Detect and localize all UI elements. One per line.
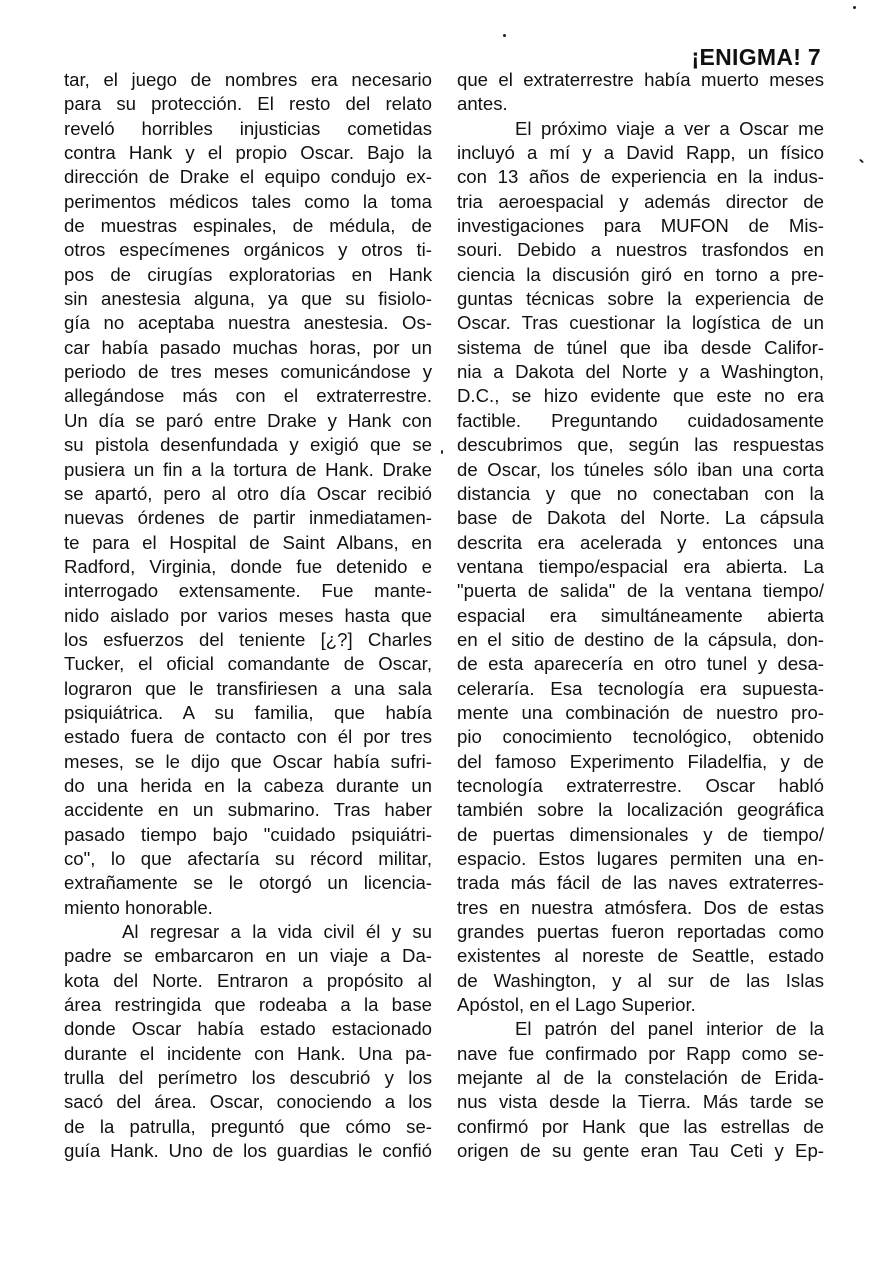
text-line: Radford, Virginia, donde fue detenido e	[64, 555, 432, 577]
text-line: se apartó, pero al otro día Oscar recibió	[64, 482, 432, 504]
text-line: incluyó a mí y a David Rapp, un físico	[457, 142, 824, 164]
text-line: kota del Norte. Entraron a propósito al	[64, 969, 432, 991]
text-line: padre se embarcaron en un viaje a Da-	[64, 945, 432, 967]
text-line: también sobre la localización geográfica	[457, 799, 824, 821]
text-line: tria aeroespacial y además director de	[457, 190, 824, 212]
text-line: dirección de Drake el equipo condujo ex-	[64, 166, 432, 188]
text-line: "puerta de salida" de la ventana tiempo/	[457, 580, 824, 602]
text-line: lograron que le transfiriesen a una sala	[64, 677, 432, 699]
text-line: antes.	[457, 93, 508, 115]
text-line: guntas técnicas sobre la experiencia de	[457, 288, 824, 310]
text-line: guía Hank. Uno de los guardias le confió	[64, 1140, 432, 1162]
text-line: periodo de tres meses comunicándose y	[64, 361, 432, 383]
text-line: en el sitio de destino de la cápsula, don-	[457, 628, 824, 650]
text-line: tres en nuestra atmósfera. Dos de estas	[457, 896, 824, 918]
text-line: de Washington, y al sur de las Islas	[457, 969, 824, 991]
text-line: de la patrulla, preguntó que cómo se-	[64, 1115, 432, 1137]
text-line: para su protección. El resto del relato	[64, 93, 432, 115]
text-line: durante el incidente con Hank. Una pa-	[64, 1042, 432, 1064]
text-line: grandes puertas fueron reportadas como	[457, 921, 824, 943]
text-line: meses, se le dijo que Oscar había sufri-	[64, 750, 432, 772]
text-line: ventana tiempo/espacial era abierta. La	[457, 555, 824, 577]
text-line: de puertas dimensionales y de tiempo/	[457, 823, 824, 845]
text-line: mejante al de la constelación de Erida-	[457, 1067, 824, 1089]
text-line: nuevas órdenes de partir inmediatamen-	[64, 507, 432, 529]
text-line: nia a Dakota del Norte y a Washington,	[457, 361, 824, 383]
text-line: área restringida que rodeaba a la base	[64, 994, 432, 1016]
text-line: extrañamente se le otorgó un licencia-	[64, 872, 432, 894]
text-line: nus vista desde la Tierra. Más tarde se	[457, 1091, 824, 1113]
text-line: de muestras espinales, de médula, de	[64, 215, 432, 237]
text-line: contra Hank y el propio Oscar. Bajo la	[64, 142, 432, 164]
text-line: accidente en un submarino. Tras haber	[64, 799, 432, 821]
text-line: souri. Debido a nuestros trasfondos en	[457, 239, 824, 261]
text-line: sistema de túnel que iba desde Califor-	[457, 336, 824, 358]
text-line: nido aislado por varios meses hasta que	[64, 604, 432, 626]
text-line: otros especímenes orgánicos y otros ti-	[64, 239, 432, 261]
text-line: mente una combinación de nuestro pro-	[457, 701, 824, 723]
text-line: trulla del perímetro los descubrió y los	[64, 1067, 432, 1089]
text-line: que el extraterrestre había muerto meses	[457, 69, 824, 90]
right-column	[457, 68, 824, 1163]
text-line: los esfuerzos del teniente [¿?] Charles	[64, 628, 432, 650]
left-column	[64, 68, 432, 1163]
text-line: allegándose más con el extraterrestre.	[64, 385, 432, 407]
text-line: origen de su gente eran Tau Ceti y Ep-	[457, 1140, 824, 1162]
scan-speck	[853, 6, 856, 9]
text-line: perimentos médicos tales como la toma	[64, 190, 432, 212]
text-line: trada más fácil de las naves extraterres-	[457, 872, 824, 894]
text-line: de Oscar, los túneles sólo iban una corta	[457, 458, 824, 480]
text-line: interrogado extensamente. Fue mante-	[64, 580, 432, 602]
text-line: su pistola desenfundada y exigió que se	[64, 434, 432, 456]
text-line: nave fue confirmado por Rapp como se-	[457, 1042, 824, 1064]
text-line: existentes al noreste de Seattle, estado	[457, 945, 824, 967]
text-line: pasado tiempo bajo "cuidado psiquiátri-	[64, 823, 432, 845]
text-line: pos de cirugías exploratorias en Hank	[64, 263, 432, 285]
text-line: pusiera un fin a la tortura de Hank. Drake	[64, 458, 432, 480]
text-line: Oscar. Tras cuestionar la logística de un	[457, 312, 824, 334]
text-line: base de Dakota del Norte. La cápsula	[457, 507, 824, 529]
text-line: espacio. Estos lugares permiten una en-	[457, 848, 824, 869]
text-line: descubrimos que, según las respuestas	[457, 434, 824, 456]
text-line: D.C., se hizo evidente que este no era	[457, 385, 824, 407]
text-line: tar, el juego de nombres era necesario	[64, 69, 432, 90]
text-line: El próximo viaje a ver a Oscar me	[515, 117, 824, 139]
text-line: Tucker, el oficial comandante de Oscar,	[64, 653, 432, 675]
text-line: Al regresar a la vida civil él y su	[122, 921, 432, 943]
text-line: miento honorable.	[64, 896, 213, 918]
text-line: gía no aceptaba nuestra anestesia. Os-	[64, 312, 432, 334]
text-line: Un día se paró entre Drake y Hank con	[64, 409, 432, 431]
text-line: reveló horribles injusticias cometidas	[64, 117, 432, 139]
scan-speck	[503, 34, 506, 37]
text-line: confirmó por Hank que las estrellas de	[457, 1115, 824, 1137]
text-line: investigaciones para MUFON de Mis-	[457, 215, 824, 237]
text-line: con 13 años de experiencia en la indus-	[457, 166, 824, 188]
scan-speck	[441, 450, 443, 454]
text-line: de esta aparecería en otro tunel y desa-	[457, 653, 824, 675]
text-line: sacó del área. Oscar, conociendo a los	[64, 1091, 432, 1113]
text-line: pio conocimiento tecnológico, obtenido	[457, 726, 824, 748]
text-line: psiquiátrica. A su familia, que había	[64, 701, 432, 723]
text-line: car había pasado muchas horas, por un	[64, 336, 432, 358]
text-line: co", lo que afectaría su récord militar,	[64, 848, 432, 869]
text-line: factible. Preguntando cuidadosamente	[457, 409, 824, 431]
text-line: do una herida en la cabeza durante un	[64, 774, 432, 796]
text-line: Apóstol, en el Lago Superior.	[457, 994, 696, 1016]
text-line: del famoso Experimento Filadelfia, y de	[457, 750, 824, 772]
text-line: celeraría. Esa tecnología era supuesta-	[457, 677, 824, 699]
text-line: descrita era acelerada y entonces una	[457, 531, 824, 553]
text-line: donde Oscar había estado estacionado	[64, 1018, 432, 1040]
text-line: El patrón del panel interior de la	[515, 1018, 824, 1040]
text-line: sin anestesia alguna, ya que su fisiolo-	[64, 288, 432, 310]
text-line: estado fuera de contacto con él por tres	[64, 726, 432, 748]
text-line: espacial era simultáneamente abierta	[457, 604, 824, 626]
text-line: tecnología extraterrestre. Oscar habló	[457, 774, 824, 796]
text-line: distancia y que no conectaban con la	[457, 482, 824, 504]
text-line: te para el Hospital de Saint Albans, en	[64, 531, 432, 553]
scan-speck	[859, 159, 864, 164]
page-header: ¡ENIGMA! 7	[691, 44, 821, 70]
text-line: ciencia la discusión giró en torno a pre-	[457, 263, 824, 285]
